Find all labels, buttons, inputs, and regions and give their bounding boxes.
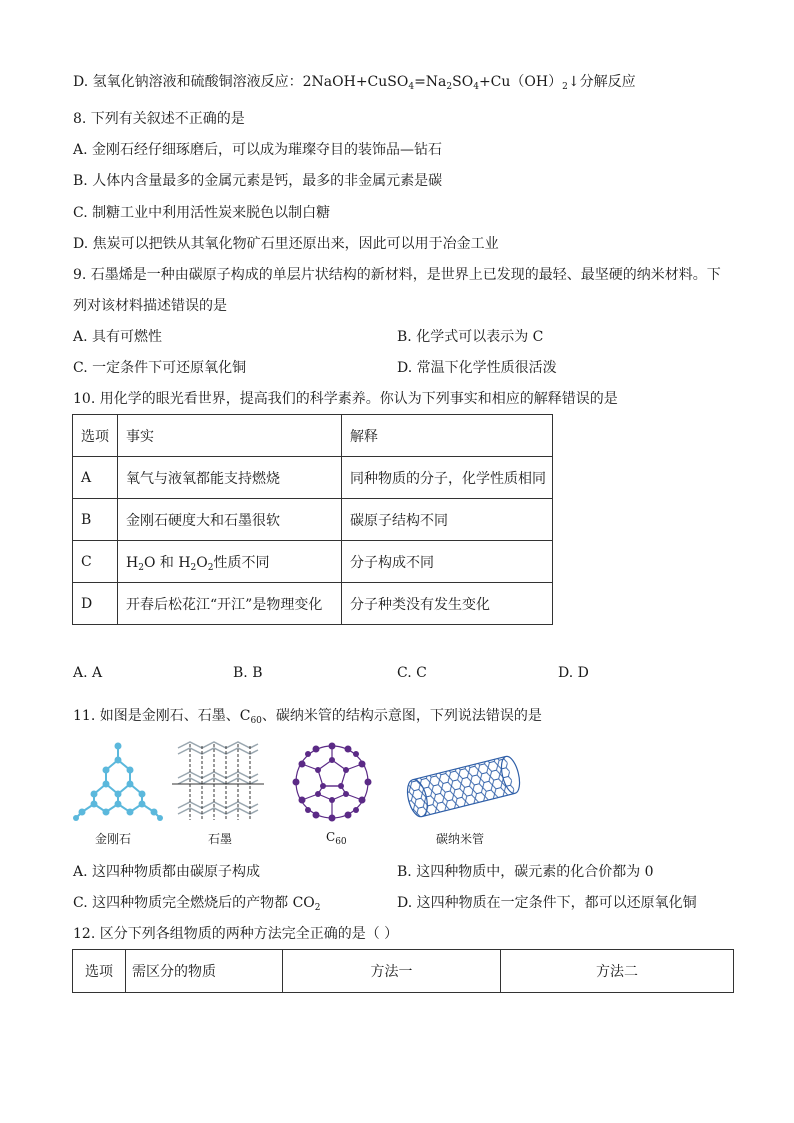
q7d-text: =Na (414, 74, 447, 90)
diamond-structure-figure (72, 740, 164, 822)
q10-answer-a: A. A (73, 665, 103, 681)
table-header-row (73, 415, 553, 457)
q11-option-b: B. 这四种物质中，碳元素的化合价都为 0 (397, 864, 654, 880)
fact-cell (118, 541, 342, 583)
q11-option-c-sub: 2 (314, 903, 321, 913)
q11-option-c (73, 894, 321, 912)
q11-option-c-text: C. 这四种物质完全燃烧后的产物都 CO (73, 895, 315, 911)
option-cell: C (73, 541, 118, 583)
q10-answer-d: D. D (558, 665, 589, 681)
q12-table (72, 949, 734, 993)
reason-cell: 碳原子结构不同 (342, 499, 553, 541)
q12-stem: 12. 区分下列各组物质的两种方法完全正确的是（ ） (73, 926, 399, 942)
q11-stem-sub: 60 (250, 716, 262, 726)
c60-caption-sub: 60 (335, 837, 347, 847)
table-row (73, 457, 553, 499)
fact-text: O 和 H (143, 554, 191, 571)
q9-option-a: A. 具有可燃性 (73, 329, 163, 345)
q7d-text: +Cu（OH） (478, 74, 563, 90)
q11-option-a: A. 这四种物质都由碳原子构成 (73, 864, 261, 880)
reason-cell: 分子种类没有发生变化 (342, 583, 553, 625)
c60-structure-figure (290, 740, 374, 824)
header-cell: 选项 (73, 415, 118, 457)
q10-table (72, 414, 553, 625)
q8-stem: 8. 下列有关叙述不正确的是 (73, 111, 245, 127)
q7d-sub: 2 (446, 82, 453, 92)
header-cell: 事实 (118, 415, 342, 457)
header-cell: 需区分的物质 (126, 950, 283, 993)
q8-option-d: D. 焦炭可以把铁从其氧化物矿石里还原出来，因此可以用于冶金工业 (73, 236, 499, 252)
q7d-text: ↓分解反应 (567, 74, 636, 90)
header-cell: 方法一 (283, 950, 501, 993)
q11-stem-text: 11. 如图是金刚石、石墨、C (73, 708, 251, 724)
option-cell: B (73, 499, 118, 541)
c60-caption-text: C (326, 830, 336, 844)
graphite-caption: 石墨 (208, 832, 233, 846)
fact-cell: 氧气与液氧都能支持燃烧 (118, 457, 342, 499)
q7d-sub: 4 (473, 82, 479, 92)
reason-cell: 分子构成不同 (342, 541, 553, 583)
q11-stem (73, 707, 542, 725)
diamond-caption: 金刚石 (95, 832, 132, 846)
q11-stem-text: 、碳纳米管的结构示意图，下列说法错误的是 (261, 708, 542, 724)
q7d-text: SO (452, 74, 474, 90)
table-header-row (73, 950, 734, 993)
q9-stem-line1: 9. 石墨烯是一种由碳原子构成的单层片状结构的新材料，是世界上已发现的最轻、最坚硬的纳米材料。下 (73, 267, 721, 283)
q7-option-d (73, 73, 636, 91)
fact-sub: 2 (207, 562, 214, 573)
reason-cell: 同种物质的分子，化学性质相同 (342, 457, 553, 499)
fact-text: O (196, 554, 208, 571)
q9-option-d: D. 常温下化学性质很活泼 (397, 360, 557, 376)
header-cell: 选项 (73, 950, 126, 993)
fact-cell: 开春后松花江“开江”是物理变化 (118, 583, 342, 625)
graphite-structure-figure (172, 740, 264, 824)
q11-option-d: D. 这四种物质在一定条件下，都可以还原氧化铜 (397, 895, 697, 911)
header-cell: 解释 (342, 415, 553, 457)
q9-stem-line2: 列对该材料描述错误的是 (73, 298, 227, 314)
q10-stem: 10. 用化学的眼光看世界，提高我们的科学素养。你认为下列事实和相应的解释错误的是 (73, 391, 618, 407)
fact-cell: 金刚石硬度大和石墨很软 (118, 499, 342, 541)
table-row (73, 541, 553, 583)
q7d-text: D. 氢氧化钠溶液和硫酸铜溶液反应：2NaOH+CuSO (73, 74, 409, 90)
fact-text: 性质不同 (213, 554, 270, 571)
q9-option-b: B. 化学式可以表示为 C (397, 329, 544, 345)
q7d-sub: 4 (408, 82, 415, 92)
table-row (73, 583, 553, 625)
q7d-sub: 2 (562, 82, 568, 92)
header-cell: 方法二 (501, 950, 734, 993)
q9-option-c: C. 一定条件下可还原氧化铜 (73, 360, 247, 376)
q8-option-c: C. 制糖工业中利用活性炭来脱色以制白糖 (73, 205, 331, 221)
fact-text: H (126, 554, 139, 571)
q8-option-b: B. 人体内含量最多的金属元素是钙，最多的非金属元素是碳 (73, 173, 443, 189)
nanotube-structure-figure (402, 752, 524, 822)
option-cell: D (73, 583, 118, 625)
q8-option-a: A. 金刚石经仔细琢磨后，可以成为璀璨夺目的装饰品—钻石 (73, 142, 443, 158)
q10-answer-b: B. B (233, 665, 263, 681)
q10-answer-c: C. C (397, 665, 427, 681)
nanotube-caption: 碳纳米管 (436, 832, 485, 846)
table-row (73, 499, 553, 541)
fact-sub: 2 (190, 562, 197, 573)
option-cell: A (73, 457, 118, 499)
fact-sub: 2 (138, 562, 144, 573)
c60-caption (326, 830, 347, 847)
